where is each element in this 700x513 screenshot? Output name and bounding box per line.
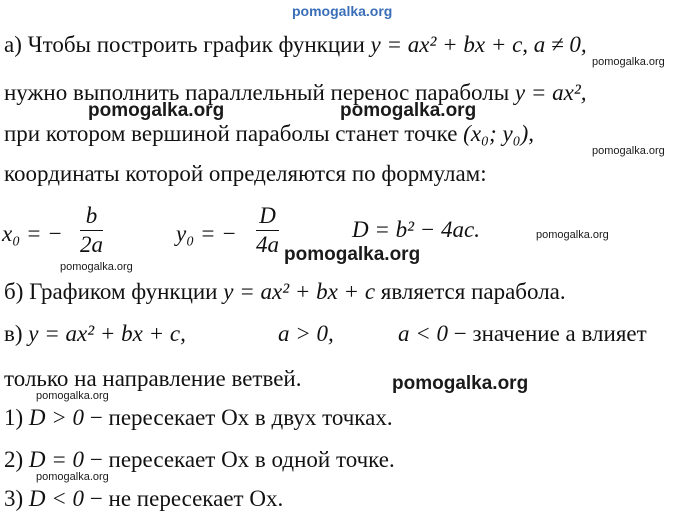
line-3 <box>4 122 534 145</box>
line-10-text: − пересекает Ox в одной точке. <box>84 447 395 472</box>
line-10-cond: D = 0 <box>28 447 85 472</box>
x0-numerator: b <box>80 203 103 231</box>
line-1-text: а) Чтобы построить график функции <box>4 32 371 57</box>
line-8-text: только на направление ветвей. <box>4 366 302 391</box>
y0-denominator: 4a <box>256 232 279 257</box>
line-3-formula: (x₀; y₀), <box>463 121 535 146</box>
line-11-text: − не пересекает Ox. <box>84 486 284 511</box>
line-7-a-negative: a < 0 <box>398 321 449 346</box>
x0-lhs: x₀ = − <box>2 221 63 246</box>
watermark: pomogalka.org <box>60 261 133 273</box>
line-1-formula: y = ax² + bx + c, a ≠ 0, <box>370 32 587 57</box>
line-9 <box>4 406 393 429</box>
line-4 <box>4 162 487 185</box>
watermark-top: pomogalka.org <box>292 3 393 19</box>
watermark: pomogalka.org <box>88 100 225 121</box>
watermark: pomogalka.org <box>592 145 665 157</box>
line-9-cond: D > 0 <box>28 405 85 430</box>
watermark: pomogalka.org <box>340 100 477 121</box>
line-3-text: при котором вершиной параболы станет точке <box>4 121 464 146</box>
line-6 <box>4 280 566 303</box>
line-6-formula: y = ax² + bx + c <box>223 279 376 304</box>
watermark: pomogalka.org <box>36 390 109 402</box>
discriminant-formula: D = b² − 4ac. <box>352 217 481 242</box>
watermark: pomogalka.org <box>536 229 609 241</box>
line-7-formula: y = ax² + bx + c, <box>28 321 186 346</box>
line-7-prefix: в) <box>4 321 29 346</box>
x0-fraction <box>80 203 103 258</box>
line-10 <box>4 448 395 471</box>
line-10-num: 2) <box>4 447 29 472</box>
line-11-cond: D < 0 <box>28 486 85 511</box>
y0-fraction <box>256 203 279 258</box>
line-6-suffix: является парабола. <box>375 279 566 304</box>
line-9-num: 1) <box>4 405 29 430</box>
line-7-a-positive: a > 0, <box>278 321 334 346</box>
line-11-num: 3) <box>4 486 29 511</box>
line-4-text: координаты которой определяются по формулам: <box>4 161 487 186</box>
line-7-suffix: − значение a влияет <box>448 321 647 346</box>
watermark: pomogalka.org <box>592 56 665 68</box>
watermark: pomogalka.org <box>392 373 529 394</box>
line-2-formula: y = ax², <box>514 80 587 105</box>
line-8 <box>4 367 301 390</box>
line-9-text: − пересекает Ox в двух точках. <box>84 405 393 430</box>
line-7 <box>4 322 186 345</box>
y0-numerator: D <box>256 203 279 231</box>
line-2-text: нужно выполнить параллельный перенос параболы <box>4 80 515 105</box>
y0-lhs: y₀ = − <box>176 221 237 246</box>
line-6-text: б) Графиком функции <box>4 279 224 304</box>
line-7-tail <box>398 322 647 345</box>
line-11 <box>4 487 283 510</box>
watermark: pomogalka.org <box>36 471 109 483</box>
line-1 <box>4 33 587 56</box>
x0-denominator: 2a <box>80 232 103 257</box>
watermark: pomogalka.org <box>284 244 421 265</box>
